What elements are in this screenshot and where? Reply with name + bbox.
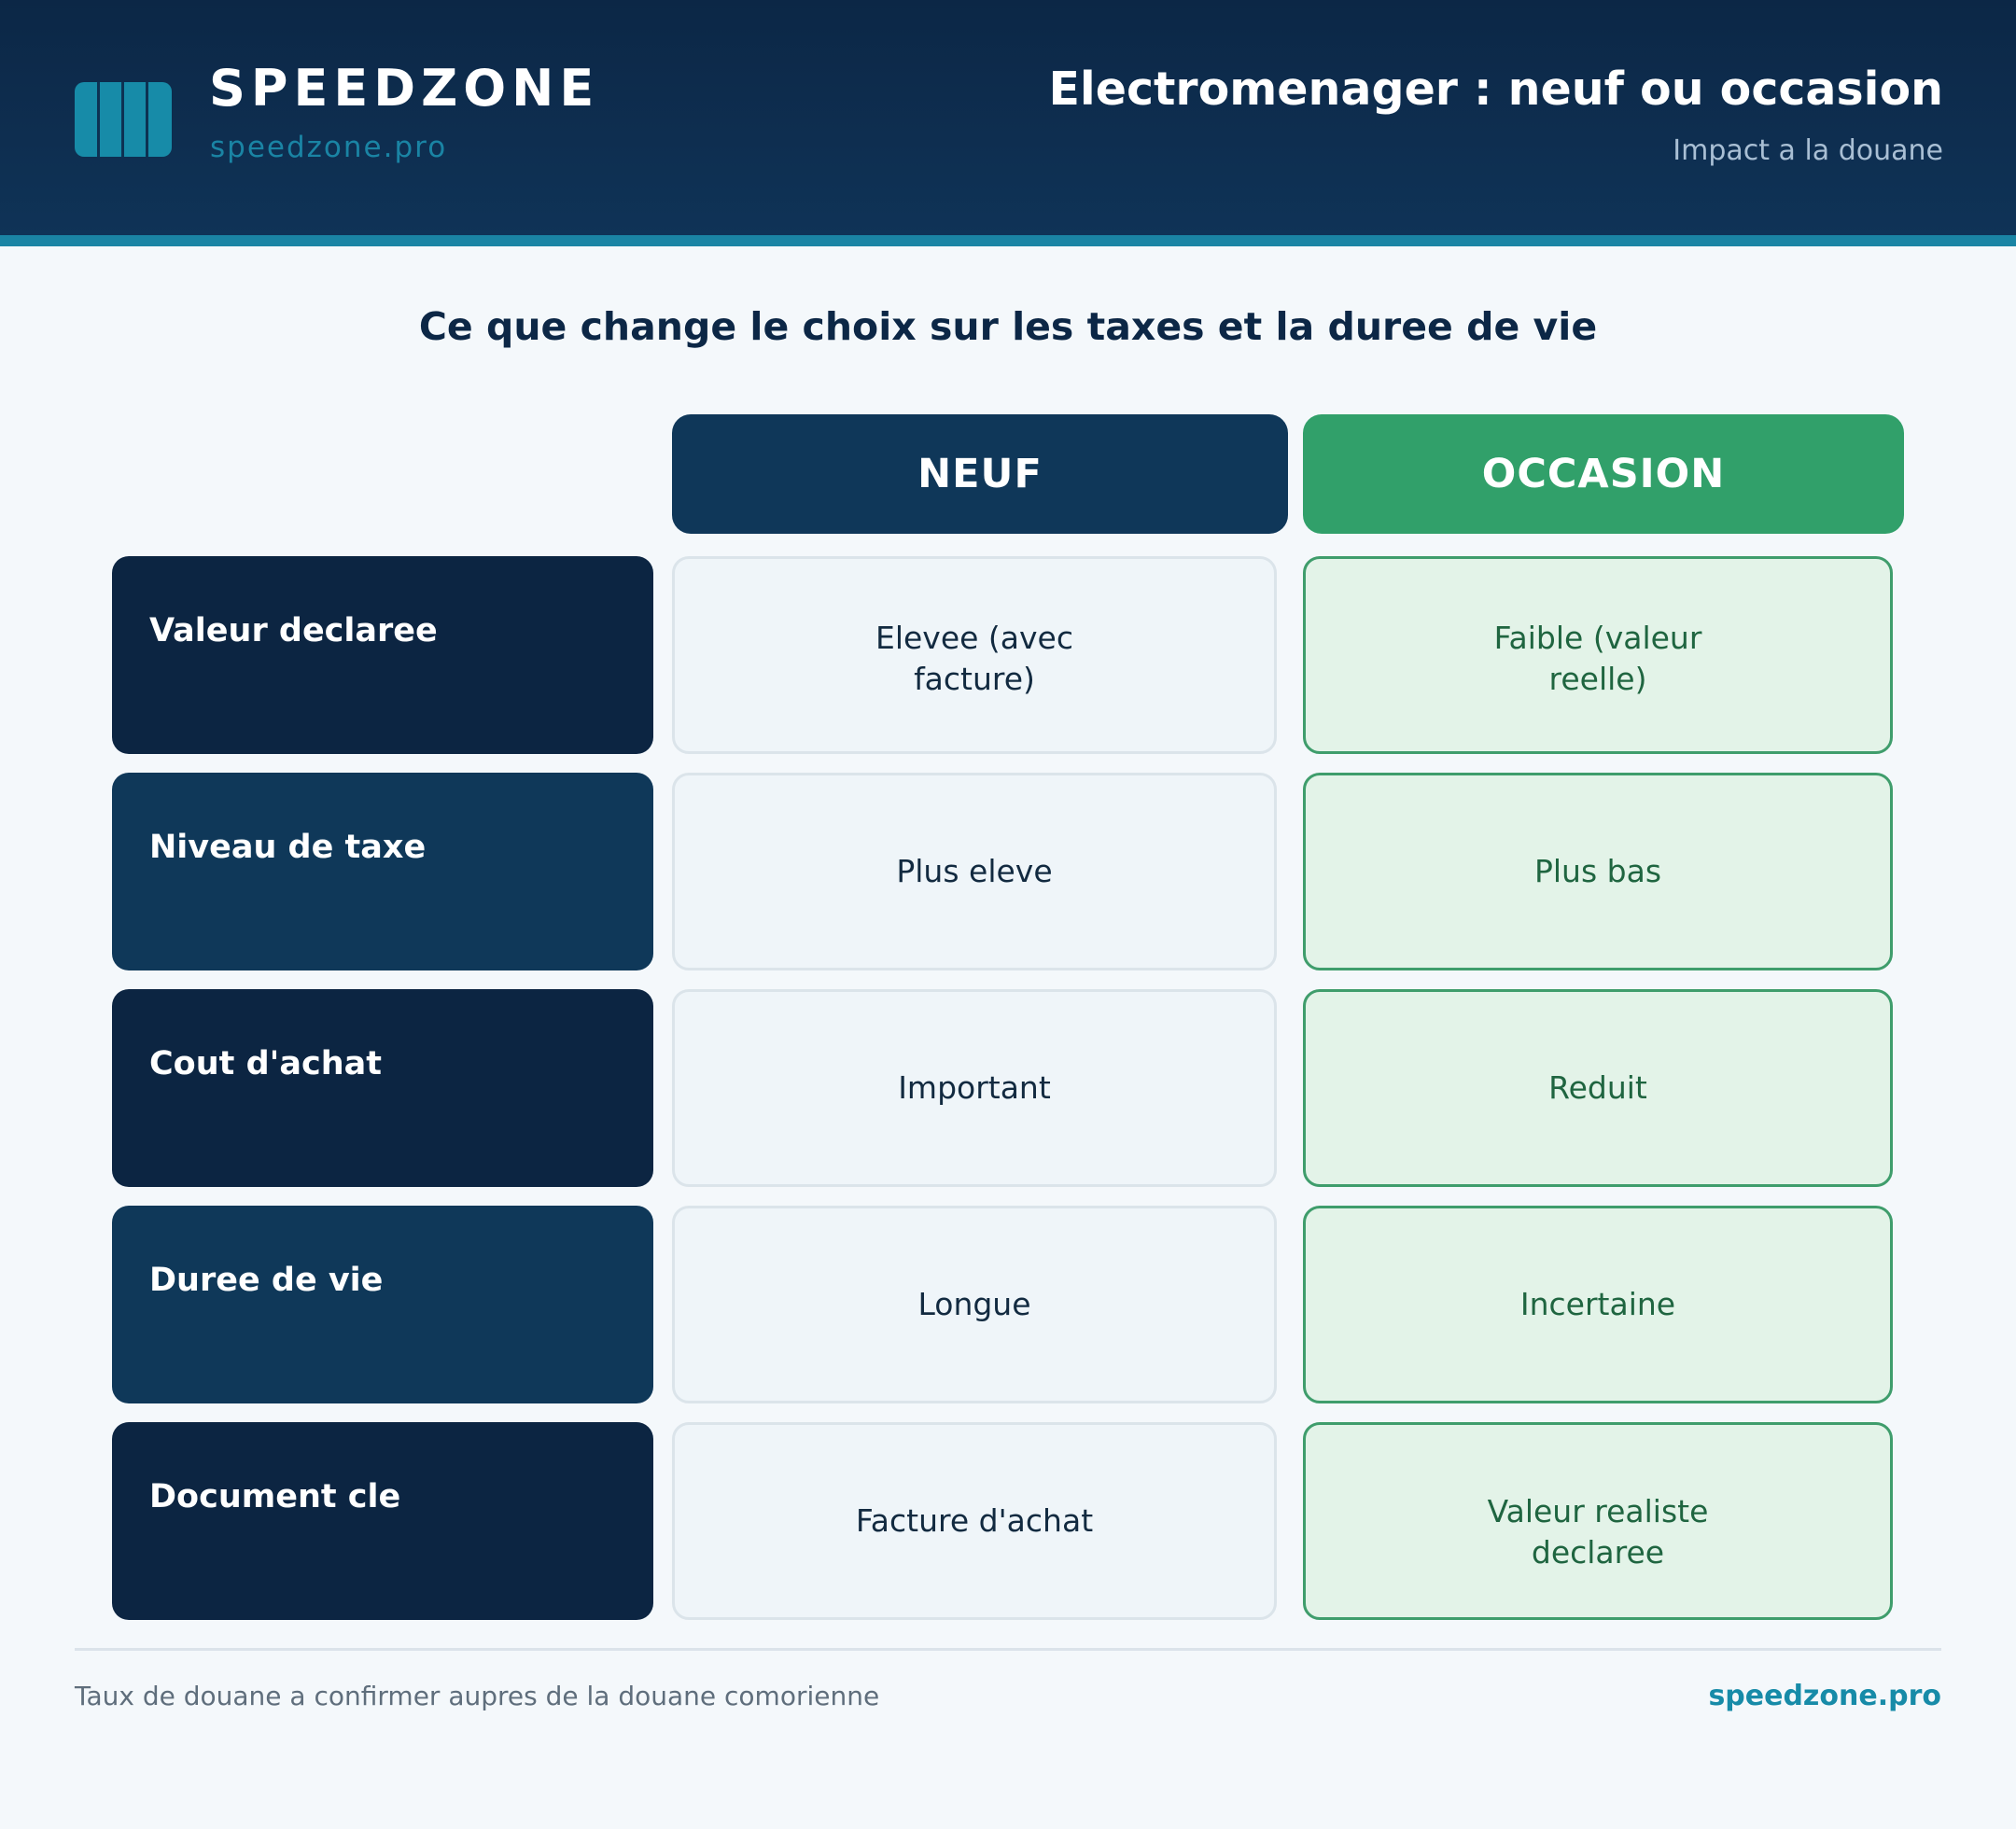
row-label-document-cle: Document cle [112,1422,653,1620]
cell-neuf-valeur-declaree [672,556,1277,754]
footer-url: speedzone.pro [1708,1680,1941,1712]
cell-text: Important [898,1069,1051,1106]
cell-occasion-duree-de-vie [1303,1206,1893,1403]
cell-occasion-cout-d-achat [1303,989,1893,1187]
cell-text: Plus eleve [896,853,1053,889]
cell-neuf-niveau-de-taxe [672,773,1277,970]
footer-note: Taux de douane a confirmer aupres de la douane comorienne [75,1681,880,1711]
cell-text: Plus bas [1533,853,1662,889]
row-label-cout-d-achat: Cout d'achat [112,989,653,1187]
cell-text: Elevee (avec facture) [875,620,1074,697]
cell-text: Valeur realiste declaree [1487,1493,1709,1571]
cell-neuf-duree-de-vie [672,1206,1277,1403]
cell-text: Longue [917,1286,1031,1322]
column-header-occasion: OCCASION [1303,414,1904,534]
row-label-niveau-de-taxe: Niveau de taxe [112,773,653,970]
cell-occasion-valeur-declaree [1303,556,1893,754]
header-banner [0,0,2016,235]
cell-text: Incertaine [1519,1286,1676,1322]
section-title: Ce que change le choix sur les taxes et la duree de vie [418,304,1598,349]
page-subtitle: Impact a la douane [1673,134,1943,167]
column-header-neuf: NEUF [672,414,1288,534]
cell-occasion-document-cle [1303,1422,1893,1620]
cell-text: Reduit [1548,1069,1647,1106]
brand-name: SPEEDZONE [209,59,600,118]
footer-divider [75,1648,1941,1651]
row-label-duree-de-vie: Duree de vie [112,1206,653,1403]
page-title: Electromenager : neuf ou occasion [1048,63,1943,116]
header-accent-stripe [0,235,2016,246]
shipping-container-icon [75,82,172,157]
cell-text: Facture d'achat [855,1502,1094,1539]
cell-neuf-document-cle [672,1422,1277,1620]
row-label-valeur-declaree: Valeur declaree [112,556,653,754]
brand-url: speedzone.pro [210,131,448,164]
cell-text: Faible (valeur reelle) [1493,620,1702,697]
cell-occasion-niveau-de-taxe [1303,773,1893,970]
cell-neuf-cout-d-achat [672,989,1277,1187]
